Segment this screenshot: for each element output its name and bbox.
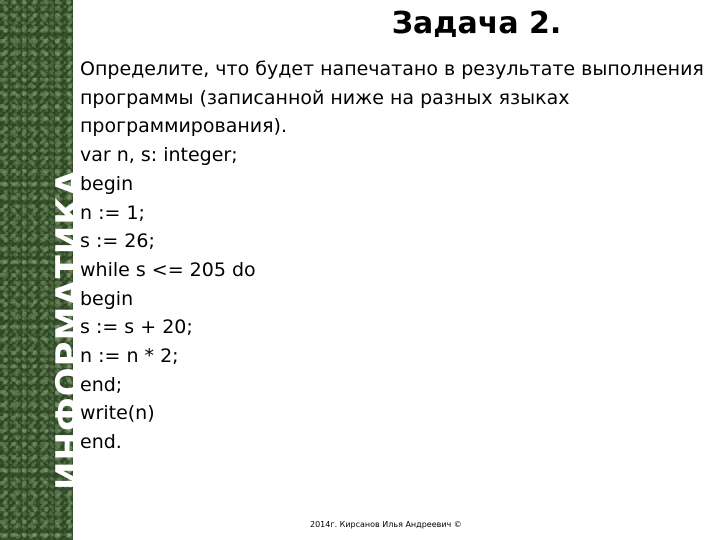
intro-line: Определите, что будет напечатано в результате выполнения bbox=[80, 58, 704, 80]
code-line: while s <= 205 do bbox=[80, 258, 256, 281]
intro-line: программирования). bbox=[80, 115, 287, 138]
code-line: begin bbox=[80, 172, 134, 195]
code-line: write(n) bbox=[80, 402, 155, 425]
code-line: begin bbox=[80, 287, 134, 310]
sidebar-banner bbox=[0, 0, 89, 540]
sidebar-title: ИНФОРМАТИКА bbox=[49, 168, 89, 490]
code-line: s := 26; bbox=[80, 230, 155, 253]
code-line: n := n * 2; bbox=[80, 345, 179, 368]
code-line: end; bbox=[80, 373, 123, 396]
code-line: n := 1; bbox=[80, 201, 145, 224]
intro-line: программы (записанной ниже на разных языках bbox=[80, 86, 570, 109]
slide-content bbox=[80, 55, 710, 457]
page-title: Задача 2. bbox=[391, 6, 562, 41]
code-line: var n, s: integer; bbox=[80, 144, 238, 167]
footer-copyright: 2014г. Кирсанов Илья Андреевич © bbox=[310, 520, 462, 529]
code-line: end. bbox=[80, 431, 122, 454]
code-line: s := s + 20; bbox=[80, 316, 193, 339]
